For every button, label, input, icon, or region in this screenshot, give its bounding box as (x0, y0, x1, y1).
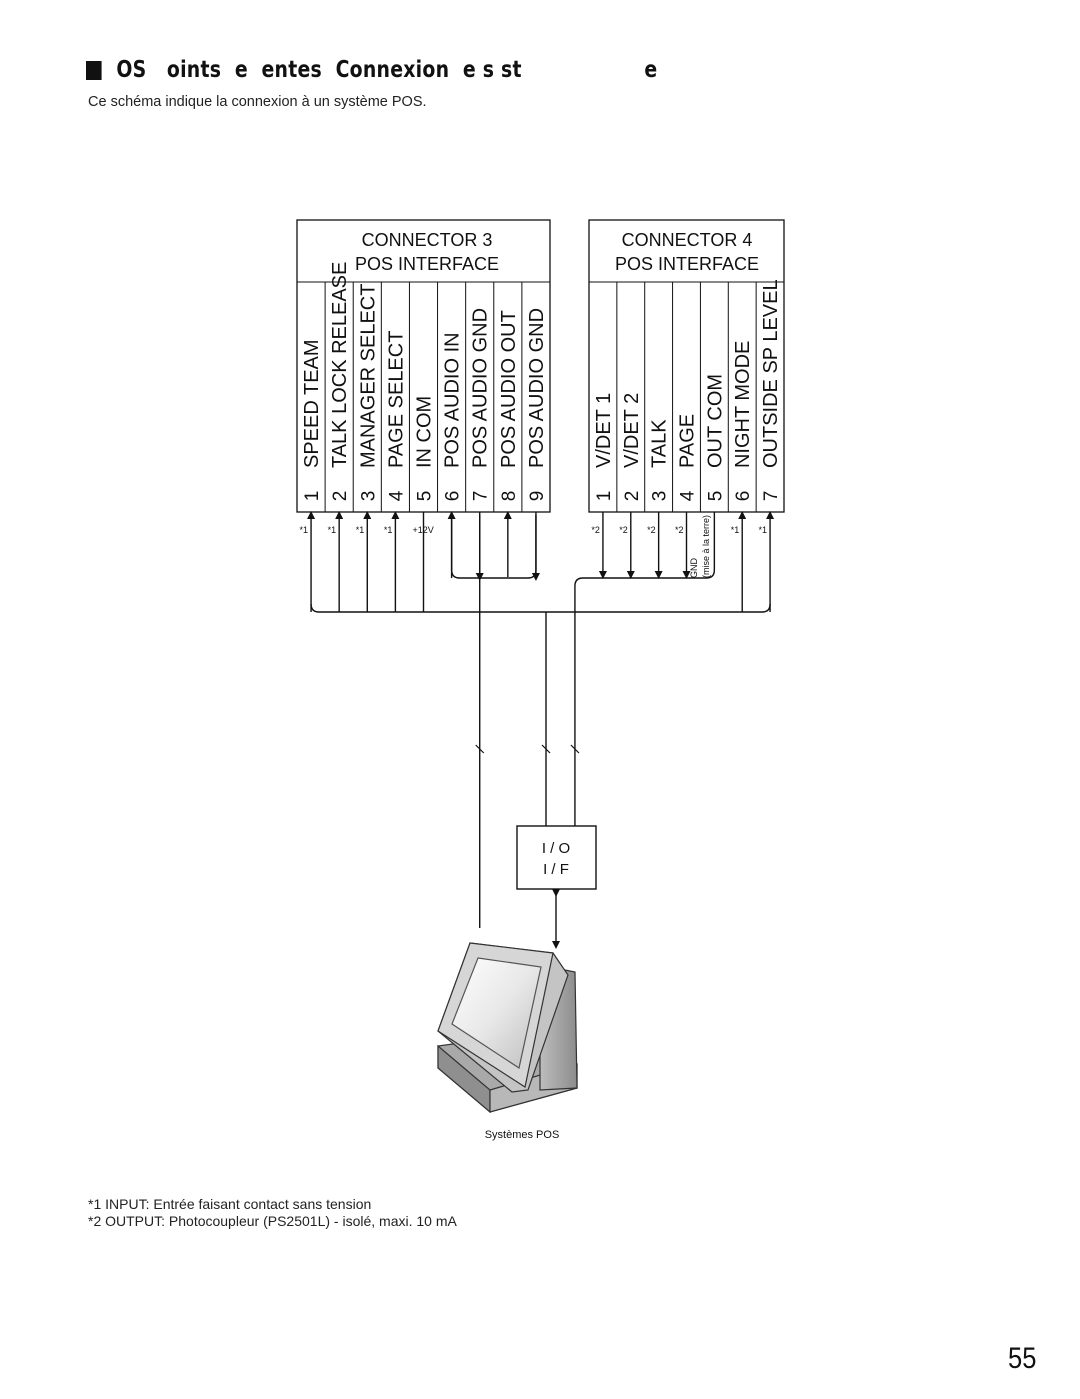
pos-terminal-icon (438, 943, 577, 1112)
io-interface-box (517, 826, 596, 889)
connector-4-pin-5-number: 5 (705, 490, 727, 502)
connector-3-pin-1-note: *1 (299, 525, 309, 535)
connector-3-pin-2-label: TALK LOCK RELEASE (329, 261, 352, 468)
connector-3-pin-4-label: PAGE SELECT (385, 330, 408, 468)
connector-4-pin-1-number: 1 (593, 490, 615, 502)
connector-4-pin-1-label: V/DET 1 (592, 392, 615, 468)
connector-3-pin-4-note: *1 (383, 525, 393, 535)
connector-4-pin-7-number: 7 (761, 490, 783, 502)
connector-4-pin-4-note: *2 (674, 525, 684, 535)
if-label: I / F (543, 861, 569, 878)
connector-4-pin-2-label: V/DET 2 (620, 392, 643, 468)
connector-3-pin-7-label: POS AUDIO GND (469, 307, 492, 468)
connector-3-pin-6-number: 6 (442, 490, 464, 502)
connector-3-pin-3-note: *1 (355, 525, 365, 535)
connector-3-box (297, 220, 550, 512)
pos-system-label: Systèmes POS (484, 1129, 560, 1141)
io-label: I / O (541, 840, 571, 857)
connector-3-pin-9-number: 9 (526, 490, 548, 502)
connector-3-pin-8-label: POS AUDIO OUT (497, 310, 520, 468)
connector-3-pin-2-number: 2 (330, 490, 352, 502)
connector-4-pin-2-note: *2 (619, 525, 628, 535)
connector-3-pin-7-number: 7 (470, 490, 492, 502)
connector-4-pin-4-label: PAGE (676, 413, 699, 468)
bus-line (311, 604, 770, 612)
connector-4-pin-5-label: OUT COM (704, 373, 727, 468)
connector-3-pin-6-label: POS AUDIO IN (441, 332, 464, 468)
connector-3-pin-8-number: 8 (498, 490, 520, 502)
connector-3-pin-5-note: +12V (412, 525, 434, 535)
footnote-1: *1 INPUT: Entrée faisant contact sans tension (88, 1196, 372, 1212)
connector-4-pin-6-note: *1 (730, 525, 740, 535)
connector-3-pin-1-label: SPEED TEAM (301, 339, 324, 468)
connector-4-pin-3-note: *2 (647, 525, 656, 535)
page-number: 55 (1007, 1342, 1036, 1375)
connector-3-title: CONNECTOR 3 (361, 230, 493, 250)
connector-3-pin-1-number: 1 (302, 490, 324, 502)
audio-loop (452, 512, 536, 578)
connector-4-pin-6-label: NIGHT MODE (732, 340, 755, 468)
connector-4-pin-3-label: TALK (648, 419, 671, 468)
footnote-2: *2 OUTPUT: Photocoupleur (PS2501L) - isolé, maxi. 10 mA (88, 1213, 457, 1229)
gnd-note (689, 515, 711, 578)
connector-3-pin-3-number: 3 (358, 490, 380, 502)
connector-3-pin-9-label: POS AUDIO GND (525, 307, 548, 468)
connector-3-pin-4-number: 4 (386, 490, 408, 502)
footnotes (88, 1196, 457, 1230)
connector-4-title: CONNECTOR 4 (621, 230, 753, 250)
connector-4-pin-7-label: OUTSIDE SP LEVEL (760, 279, 783, 468)
subtitle: Ce schéma indique la connexion à un système POS. (88, 94, 427, 110)
connector-4-pin-4-number: 4 (677, 490, 699, 502)
connector-3-pin-5-label: IN COM (413, 395, 436, 468)
connector-4-pin-3-number: 3 (649, 490, 671, 502)
connector-4-box (589, 220, 784, 512)
gnd-note-line2: (mise à la terre) (701, 514, 711, 578)
connector-4-pin-2-number: 2 (621, 490, 643, 502)
connector-3-subtitle: POS INTERFACE (354, 254, 500, 274)
connector-3-pin-5-number: 5 (414, 490, 436, 502)
connector-3-pin-2-note: *1 (327, 525, 337, 535)
gnd-note-line1: GND (689, 558, 699, 578)
connector-3-pin-3-label: MANAGER SELECT (357, 283, 380, 468)
heading-text: OS oints e entes Connexion e s st e (116, 57, 658, 83)
connector-4-pin-7-note: *1 (758, 525, 768, 535)
connector-4-pin-6-number: 6 (733, 490, 755, 502)
connector-4-subtitle: POS INTERFACE (614, 254, 760, 274)
connector-4-pin-1-note: *2 (591, 525, 600, 535)
